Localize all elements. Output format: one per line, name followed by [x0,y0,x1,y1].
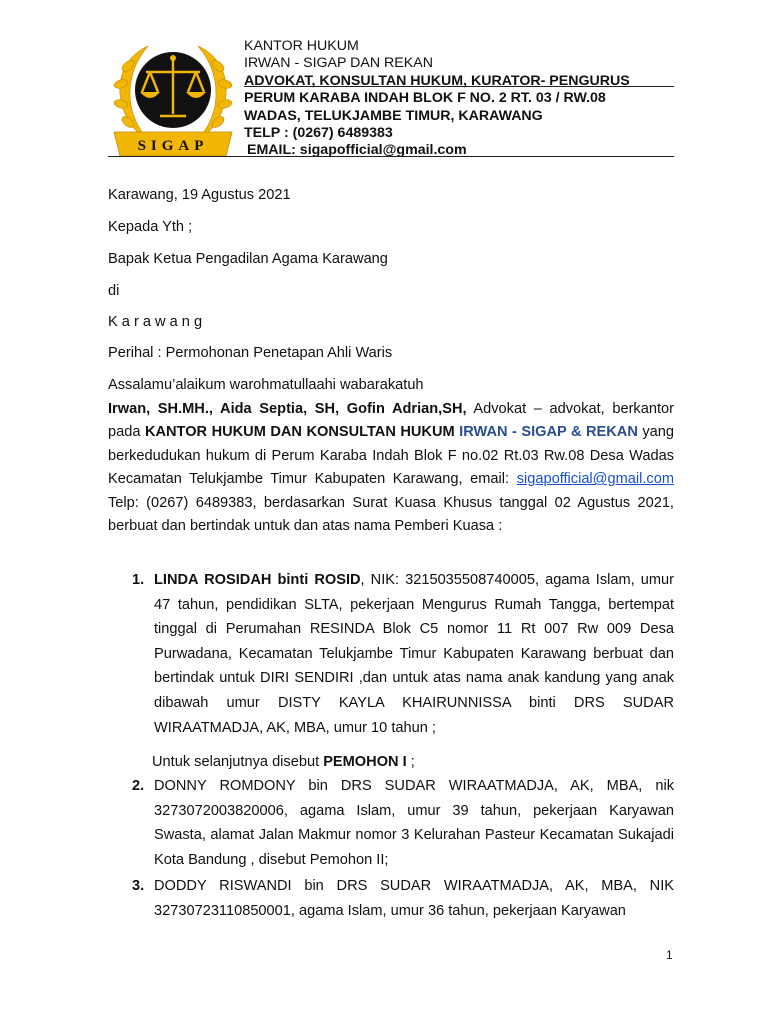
applicant-details: , NIK: 3215035508740005, agama Islam, umur 47 tahun, pendidikan SLTA, pekerjaan Mengurus Rumah Tangga, bertempat tinggal di Perumahan RESINDA Blok C5 nomor 11 Rt 007 Rw 009 Desa Purwadana, Kecamatan Telukjambe Timur Kabupaten Karawang berbuat dan bertindak untuk DIRI SENDIRI ,dan untuk atas nama anak kandung yang anak dibawah umur DISTY KAYLA KHAIRUNNISSA binti DRS SUDAR WIRAATMADJA, AK, MBA, umur 10 tahun ; [154,572,674,736]
letterhead-address-1: PERUM KARABA INDAH BLOK F NO. 2 RT. 03 / RW.08 [244,90,606,107]
page-number: 1 [666,948,673,962]
intro-text-1: Advokat – advokat, berkantor pada [108,401,674,441]
recipient-line: Bapak Ketua Pengadilan Agama Karawang [108,251,388,267]
letterhead-email: EMAIL: sigapofficial@gmail.com [247,142,467,159]
letterhead-divider-top [244,86,674,87]
letterhead [244,38,684,160]
city-line: K a r a w a n g [108,314,203,330]
intro-text-3: yang berkedudukan hukum di Perum Karaba Indah Blok F no.02 Rt.03 Rw.08 Desa Wadas Kecamatan Telukjambe Timur Kabupaten Karawang, email: [108,424,674,488]
pemohon-1-prefix: Untuk selanjutnya disebut [152,754,324,770]
applicant-details: DONNY ROMDONY bin DRS SUDAR WIRAATMADJA, AK, MBA, nik 3273072003820006, agama Islam, umur 39 tahun, pekerjaan Karyawan Swasta, alamat Jalan Makmur nomor 3 Kelurahan Pasteur Kecamatan Sukajadi Kota Bandung , disebut Pemohon II; [154,778,674,868]
sigap-logo-icon [108,36,238,160]
pemohon-1-line [152,753,415,771]
list-number: 1. [132,572,145,588]
kepada-line: Kepada Yth ; [108,219,193,235]
letterhead-phone: TELP : (0267) 6489383 [244,125,393,142]
list-item-text [154,568,674,740]
email-link[interactable]: sigapofficial@gmail.com [516,471,674,488]
letterhead-services: ADVOKAT, KONSULTAN HUKUM, KURATOR- PENGURUS [244,72,630,89]
subject-line: Perihal : Permohonan Penetapan Ahli Waris [108,345,393,361]
letterhead-firm: IRWAN - SIGAP DAN REKAN [244,55,433,72]
intro-text-4: Telp: (0267) 6489383, berdasarkan Surat Kuasa Khusus tanggal 02 Agustus 2021, berbuat dan bertindak untuk dan atas nama Pemberi Kuasa : [108,494,674,535]
applicant-details: DODDY RISWANDI bin DRS SUDAR WIRAATMADJA, AK, MBA, NIK 32730723110850001, agama Islam, umur 36 tahun, pekerjaan Karyawan [154,878,674,919]
office-title: KANTOR HUKUM DAN KONSULTAN HUKUM [144,424,455,441]
list-item-text [154,874,674,923]
list-item-text [154,774,674,872]
pemohon-1-suffix: ; [406,754,415,770]
di-line: di [108,283,120,299]
date-line: Karawang, 19 Agustus 2021 [108,187,291,203]
letterhead-address-2: WADAS, TELUKJAMBE TIMUR, KARAWANG [244,107,543,124]
letterhead-office: KANTOR HUKUM [244,38,359,54]
intro-paragraph [108,398,674,538]
advocate-names: Irwan, SH.MH., Aida Septia, SH, Gofin Adrian,SH, [108,401,467,417]
office-name: IRWAN - SIGAP & REKAN [459,424,638,441]
logo-text: SIGAP [137,138,209,154]
list-number: 2. [132,778,145,794]
list-number: 3. [132,878,145,894]
greeting-line: Assalamu’alaikum warohmatullaahi wabarakatuh [108,377,424,393]
letterhead-divider-bottom [108,156,674,157]
pemohon-1-label: PEMOHON I [323,754,407,770]
applicant-name: LINDA ROSIDAH binti ROSID [154,572,361,588]
